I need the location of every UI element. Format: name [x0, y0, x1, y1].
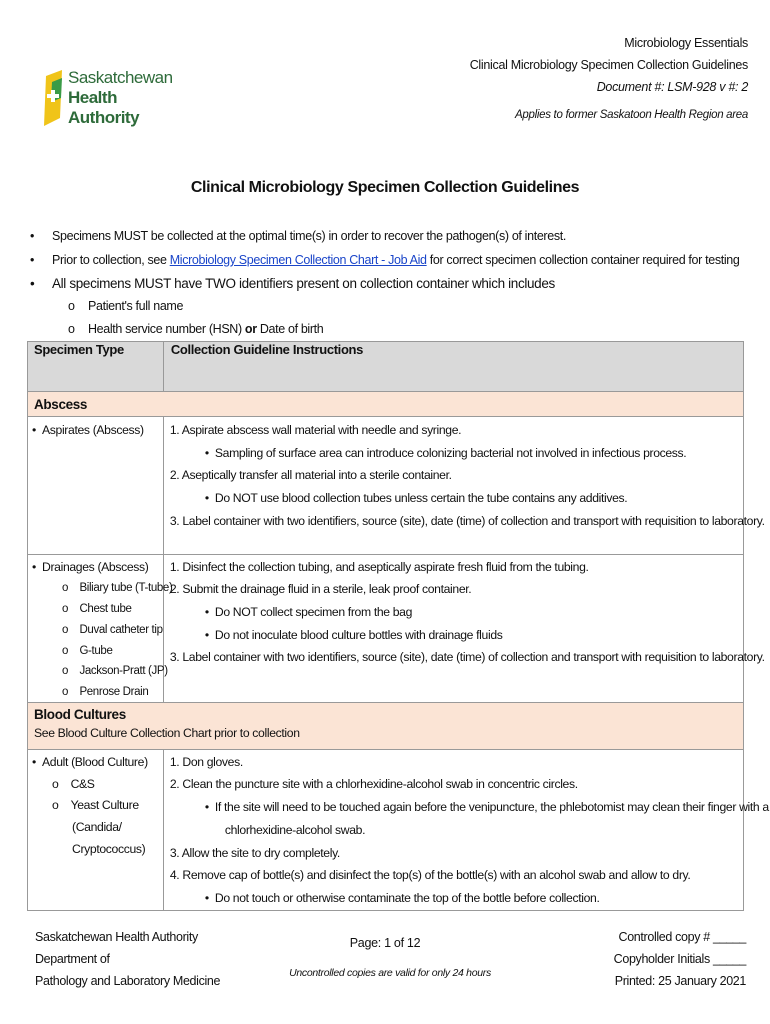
footer-uncontrolled-note: Uncontrolled copies are valid for only 24 hours [289, 967, 491, 979]
header-doc-title: Clinical Microbiology Specimen Collection Guidelines [469, 58, 748, 72]
specimen-drainages: • Drainages (Abscess) o Biliary tube (T-tube) o Chest tube o Duval catheter tip o G-tube o Jackson-Pratt (JP) o Penrose Drain [28, 555, 164, 703]
header-series: Microbiology Essentials [624, 36, 748, 50]
logo-line-1: Saskatchewan [68, 68, 173, 87]
section-abscess: Abscess [28, 392, 744, 417]
footer-controlled-copy: Controlled copy # _____ [618, 930, 746, 944]
bullet-collection-chart: • Prior to collection, see Microbiology Specimen Collection Chart - Job Aid for correct specimen collection container required for testing [30, 253, 740, 267]
section-blood-cultures: Blood Cultures See Blood Culture Collection Chart prior to collection [28, 703, 744, 750]
bullet-optimal-time: • Specimens MUST be collected at the optimal time(s) in order to recover the pathogen(s) of interest. [30, 229, 566, 243]
footer-copyholder: Copyholder Initials _____ [613, 952, 746, 966]
instructions-aspirates: 1. Aspirate abscess wall material with needle and syringe. • Sampling of surface area can introduce colonizing bacterial not involved in infectious process. 2. Aseptically transfer all material into a sterile container. • Do NOT use blood collection tubes unless certain the tube contains any additives. 3. Label container with two identifiers, source (site), date (time) of collection and transport with requisition to laboratory. [163, 417, 743, 555]
col-header-specimen: Specimen Type [28, 342, 164, 392]
header-doc-number: Document #: LSM-928 v #: 2 [596, 80, 748, 94]
instructions-drainages: 1. Disinfect the collection tubing, and aseptically aspirate fresh fluid from the tubing. 2. Submit the drainage fluid in a sterile, leak proof container. • Do NOT collect specimen from the bag • Do not inoculate blood culture bottles with drainage fluids 3. Label container with two identifiers, source (site), date (time) of collection and transport with requisition to laboratory. [163, 555, 743, 703]
footer-org: Saskatchewan Health Authority [35, 930, 198, 944]
sub-bullet-hsn: o Health service number (HSN) or Date of birth [68, 322, 324, 336]
footer-dept: Department of [35, 952, 110, 966]
logo-mark-icon [42, 68, 66, 128]
logo-line-2: Health Authority [68, 88, 140, 127]
instructions-adult-blood: 1. Don gloves. 2. Clean the puncture site with a chlorhexidine-alcohol swab in concentric circles. • If the site will need to be touched again before the venipuncture, the phlebotomist may clean their finger with a chlorhexidine-alcohol swab. 3. Allow the site to dry completely. 4. Remove cap of bottle(s) and disinfect the top(s) of the bottle(s) with an alcohol swab and allow to dry. • Do not touch or otherwise contaminate the top of the bottle before collection. [163, 750, 743, 911]
bullet-two-identifiers: • All specimens MUST have TWO identifiers present on collection container which includes [30, 276, 555, 291]
sub-bullet-name: o Patient's full name [68, 299, 184, 313]
footer-right [614, 926, 746, 992]
footer-printed-date: Printed: 25 January 2021 [614, 974, 746, 988]
header-applies: Applies to former Saskatoon Health Region area [515, 109, 748, 121]
document-header [470, 32, 748, 126]
footer-page-number: Page: 1 of 12 [349, 936, 421, 950]
col-header-instructions: Collection Guideline Instructions [163, 342, 743, 392]
sha-logo [42, 66, 182, 128]
specimen-aspirates: • Aspirates (Abscess) [28, 417, 164, 555]
footer-dept-name: Pathology and Laboratory Medicine [35, 974, 221, 988]
page-title: Clinical Microbiology Specimen Collection Guidelines [190, 179, 580, 196]
collection-chart-link[interactable]: Microbiology Specimen Collection Chart - Job Aid [169, 253, 427, 267]
specimen-adult-blood: • Adult (Blood Culture) o C&S o Yeast Culture (Candida/ Cryptococcus) [28, 750, 164, 911]
guidelines-table [27, 341, 769, 911]
